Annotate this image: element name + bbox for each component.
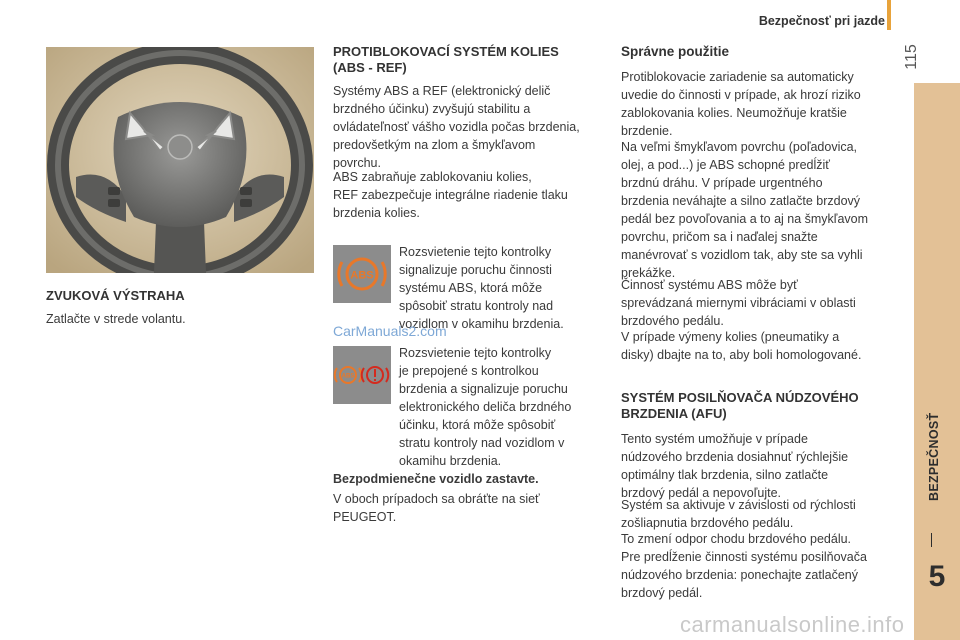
text-line: V oboch prípadoch sa obráťte na sieť [333, 492, 540, 506]
text-line: pedál bez povoľovania a to aj na šmykľavom [621, 212, 869, 226]
horn-heading: ZVUKOVÁ VÝSTRAHA [46, 288, 185, 303]
text-line: elektronického deliča brzdného [399, 400, 572, 414]
watermark-carmanualsonline: carmanualsonline.info [680, 612, 905, 637]
text-line: núdzového brzdenia dosiahnuť rýchlejšie [621, 450, 849, 464]
text-line: núdzového brzdenia: ponechajte zatlačený [621, 568, 858, 582]
section-divider [931, 533, 932, 547]
text-line: brzdový pedál. [621, 586, 703, 600]
abs-icon-text: ABS [350, 269, 374, 282]
text-line: okamihu brzdenia. [399, 454, 502, 468]
section-label: BEZPEČNOSŤ [927, 412, 941, 501]
right-paragraph-6 [621, 496, 856, 532]
correct-use-heading: Správne použitie [621, 44, 730, 59]
horn-text: Zatlačte v strede volantu. [46, 312, 186, 326]
chapter-number: 5 [928, 560, 946, 593]
afu-heading-line1: SYSTÉM POSILŇOVAČA NÚDZOVÉHO [621, 390, 859, 405]
text-line: sprevádzaná miernymi vibráciami v oblasti [621, 296, 856, 310]
text-line: manévrovať s vozidlom tak, aby ste sa vyhli [621, 248, 863, 262]
steering-wheel-photo [46, 47, 314, 273]
text-line: optimálny tlak brzdenia, silno zatlačte [621, 468, 829, 482]
text-line: účinku, ktorá môže spôsobiť [399, 418, 556, 432]
text-line: Systémy ABS a REF (elektronický delič [333, 84, 551, 98]
text-line: zablokovania kolies. Neumožňuje kratšie [621, 106, 847, 120]
text-line: brzdenie. [621, 124, 673, 138]
text-line: stratu kontroly nad vozidlom v [399, 436, 565, 450]
abs-icon [333, 245, 391, 303]
abs-brake-warning-lamp [333, 346, 391, 404]
abs-warning-lamp [333, 245, 391, 303]
text-line: Systém sa aktivuje v závislosti od rýchlosti [621, 498, 856, 512]
chapter-sidebar [914, 83, 960, 640]
abs-paragraph-1 [333, 82, 580, 172]
right-paragraph-7 [621, 530, 851, 548]
text-line: vozidlom v okamihu brzdenia. [399, 317, 564, 331]
text-line: brzdného účinku) zvyšujú stabilitu a [333, 102, 531, 116]
text-line: brzdenia kolies. [333, 206, 420, 220]
text-line: Rozsvietenie tejto kontrolky [399, 245, 552, 259]
abs-warning-text [399, 243, 564, 333]
text-line: Tento systém umožňuje v prípade [621, 432, 808, 446]
text-line: predovšetkým na zlom a šmykľavom [333, 138, 536, 152]
text-line: brzdenia a signalizuje poruchu [399, 382, 568, 396]
abs-paragraph-2 [333, 168, 568, 222]
page-number [902, 38, 935, 78]
text-line: disky) dbajte na to, aby boli homologované. [621, 348, 862, 362]
text-line: povrchu. [333, 156, 381, 170]
watermark-carmanuals2: CarManuals2.com [333, 323, 447, 339]
text-line: ABS zabraňuje zablokovaniu kolies, [333, 170, 532, 184]
text-line: spôsobiť stratu kontroly nad [399, 299, 554, 313]
page-number-text: 115 [902, 44, 920, 70]
text-line: REF zabezpečuje integrálne riadenie tlaku [333, 188, 568, 202]
text-line: Protiblokovacie zariadenie sa automaticky [621, 70, 854, 84]
afu-heading [621, 390, 859, 422]
svg-text:ABS: ABS [341, 373, 355, 380]
right-paragraph-8 [621, 548, 867, 602]
text-line: Rozsvietenie tejto kontrolky [399, 346, 552, 360]
running-header: Bezpečnosť pri jazde [758, 14, 885, 28]
text-line: uvedie do činnosti v prípade, ak hrozí riziko [621, 88, 861, 102]
stop-vehicle-note: Bezpodmienečne vozidlo zastavte. [333, 472, 539, 486]
abs-brake-icon [333, 346, 391, 404]
afu-heading-line2: BRZDENIA (AFU) [621, 406, 727, 421]
text-line: Činnosť systému ABS môže byť [621, 278, 798, 292]
right-paragraph-3 [621, 276, 856, 330]
header-accent-bar [887, 0, 891, 30]
right-paragraph-2 [621, 138, 868, 282]
text-line: prekážke. [621, 266, 676, 280]
text-line: povrchu, pričom sa i naďalej snažte [621, 230, 818, 244]
text-line: brzdového pedálu. [621, 314, 724, 328]
text-line: Pre predĺženie činnosti systému posilňovača [621, 550, 867, 564]
right-paragraph-4 [621, 328, 861, 364]
text-line: PEUGEOT. [333, 510, 397, 524]
text-line: zošliapnutia brzdového pedálu. [621, 516, 794, 530]
text-line: je prepojené s kontrolkou [399, 364, 539, 378]
abs-heading [333, 44, 559, 76]
text-line: signalizuje poruchu činnosti [399, 263, 552, 277]
right-paragraph-5 [621, 430, 848, 502]
right-paragraph-1 [621, 68, 861, 140]
text-line: Na veľmi šmykľavom povrchu (poľadovica, [621, 140, 858, 154]
text-line: systému ABS, ktorá môže [399, 281, 543, 295]
text-line: brzdový pedál a nepovoľujte. [621, 486, 782, 500]
dealer-note [333, 490, 540, 526]
text-line: V prípade výmeny kolies (pneumatiky a [621, 330, 840, 344]
abs-heading-line1: PROTIBLOKOVACÍ SYSTÉM KOLIES [333, 44, 559, 59]
abs-heading-line2: (ABS - REF) [333, 60, 407, 75]
text-line: brzdnú dráhu. V prípade urgentného [621, 176, 823, 190]
text-line: brzdenia neváhajte a silno zatlačte brzdový [621, 194, 861, 208]
text-line: olej, a pod...) je ABS schopné predĺžiť [621, 158, 830, 172]
text-line: To zmení odpor chodu brzdového pedálu. [621, 532, 852, 546]
text-line: ovládateľnosť vášho vozidla počas brzdenia, [333, 120, 580, 134]
steering-wheel-illustration [46, 47, 314, 273]
abs-brake-warning-text [399, 344, 571, 470]
